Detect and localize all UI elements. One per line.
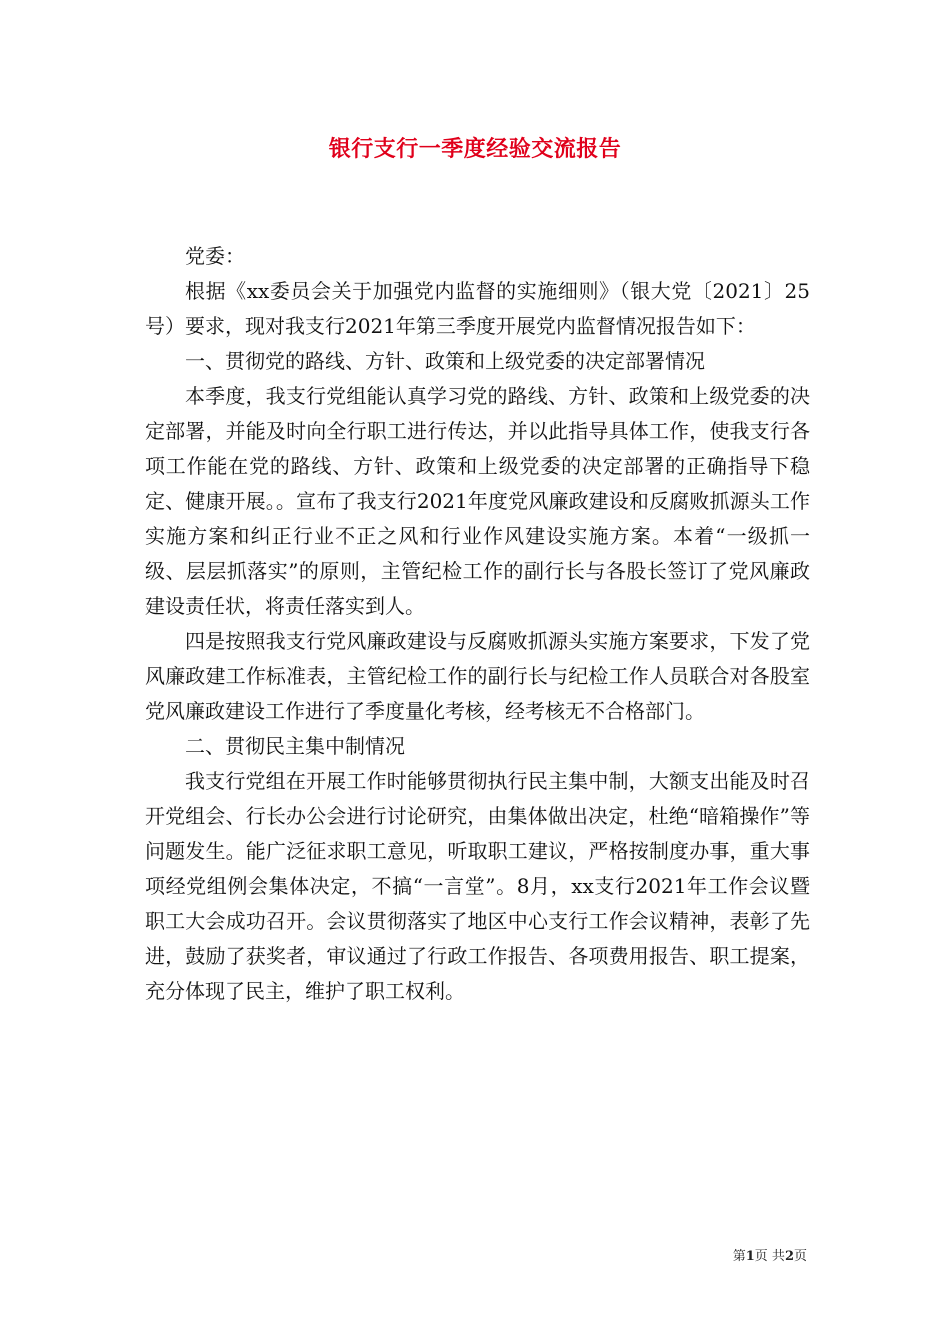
footer-total-pages: 2 [784, 1249, 794, 1264]
salutation: 党委： [185, 244, 245, 268]
document-body [145, 239, 810, 1009]
paragraph-section-1: 本季度，我支行党组能认真学习党的路线、方针、政策和上级党委的决定部署，并能及时向全行职工进行传达，并以此指导具体工作，使我支行各项工作能在党的路线、方针、政策和上级党委的决定部署的正确指导下稳定、健康开展。。宣布了我支行2021年度党风廉政建设和反腐败抓源头工作实施方案和纠正行业不正之风和行业作风建设实施方案。本着“一级抓一级、层层抓落实”的原则，主管纪检工作的副行长与各股长签订了党风廉政建设责任状，将责任落实到人。 [145, 384, 810, 618]
page-footer [733, 1248, 807, 1266]
footer-suffix: 页 [793, 1249, 807, 1264]
paragraph-item-4: 四是按照我支行党风廉政建设与反腐败抓源头实施方案要求，下发了党风廉政建工作标准表，主管纪检工作的副行长与纪检工作人员联合对各股室党风廉政建设工作进行了季度量化考核，经考核无不合格部门。 [145, 629, 810, 723]
section-heading-1: 一、贯彻党的路线、方针、政策和上级党委的决定部署情况 [185, 349, 705, 373]
section-heading-2: 二、贯彻民主集中制情况 [185, 734, 405, 758]
footer-middle: 页 共 [754, 1249, 785, 1264]
paragraph-section-2: 我支行党组在开展工作时能够贯彻执行民主集中制，大额支出能及时召开党组会、行长办公会进行讨论研究，由集体做出决定，杜绝“暗箱操作”等问题发生。能广泛征求职工意见，听取职工建议，严格按制度办事，重大事项经党组例会集体决定，不搞“一言堂”。8月，xx支行2021年工作会议暨职工大会成功召开。会议贯彻落实了地区中心支行工作会议精神，表彰了先进，鼓励了获奖者，审议通过了行政工作报告、各项费用报告、职工提案，充分体现了民主，维护了职工权利。 [145, 769, 810, 1003]
footer-current-page: 1 [745, 1249, 755, 1264]
footer-prefix: 第 [732, 1249, 746, 1264]
document-title: 银行支行一季度经验交流报告 [328, 136, 622, 162]
paragraph-intro: 根据《xx委员会关于加强党内监督的实施细则》（银大党〔2021〕25号）要求，现对我支行2021年第三季度开展党内监督情况报告如下： [145, 279, 810, 338]
